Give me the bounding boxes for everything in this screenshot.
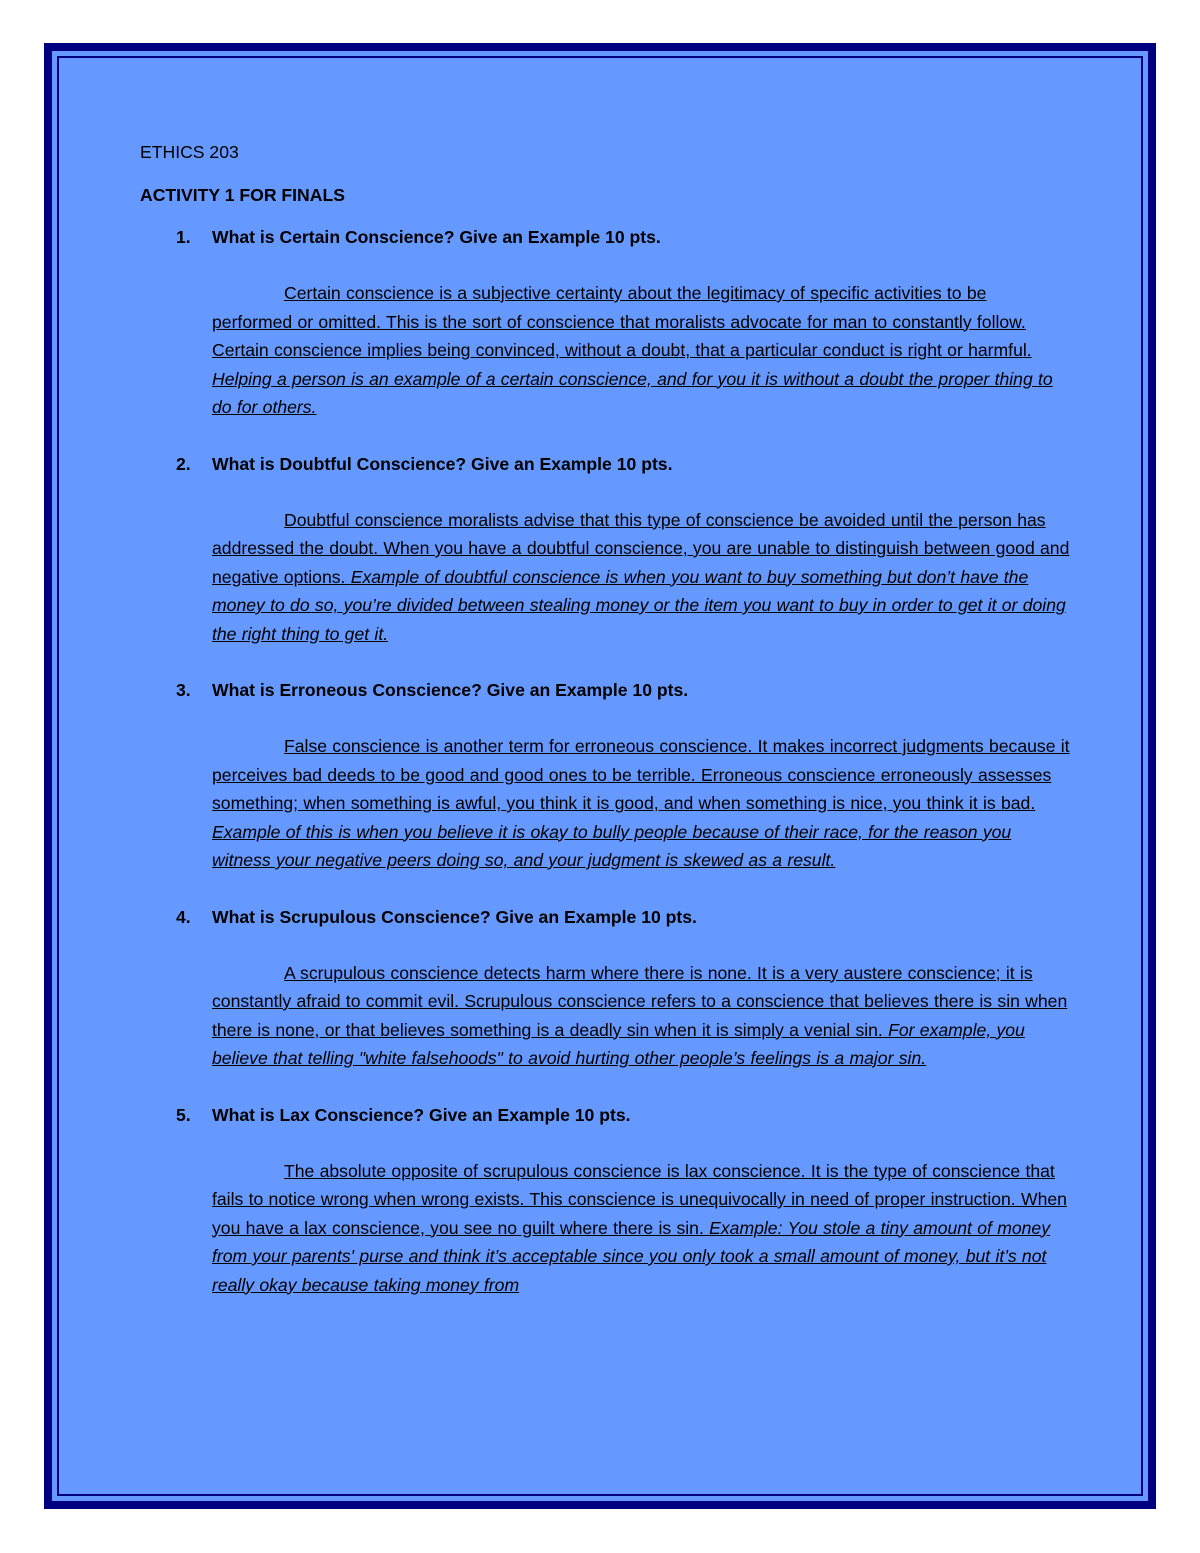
- question-number: 2.: [176, 453, 191, 474]
- activity-title: ACTIVITY 1 FOR FINALS: [140, 185, 345, 205]
- question-item: [140, 450, 1070, 649]
- answer-paragraph: [212, 732, 1070, 875]
- answer-example: Example of this is when you believe it is okay to bully people because of their race, for the reason you witness your negative peers doing so, and your judgment is skewed as a result.: [212, 821, 1012, 870]
- answer-paragraph: [212, 506, 1070, 649]
- answer-paragraph: [212, 959, 1070, 1073]
- question-item: [140, 903, 1070, 1073]
- question-heading: What is Scrupulous Conscience? Give an Example 10 pts.: [212, 906, 697, 927]
- question-list: [140, 223, 1070, 1299]
- answer-paragraph: [212, 1157, 1070, 1300]
- question-heading: What is Certain Conscience? Give an Example 10 pts.: [212, 227, 661, 247]
- document-body: [140, 138, 1070, 1327]
- question-heading: What is Lax Conscience? Give an Example 10 pts.: [212, 1104, 631, 1125]
- answer-text: A scrupulous conscience detects harm where there is none. It is a very austere conscience; it is constantly afraid to commit evil. Scrupulous conscience refers to a conscience that believes there is sin when there is none, or that believes something is a deadly sin when it is simply a venial sin.: [212, 962, 1068, 1040]
- question-item: [140, 676, 1070, 875]
- answer-text: Doubtful conscience moralists advise that this type of conscience be avoided until the person has addressed the doubt. When you have a doubtful conscience, you are unable to distinguish between good and negative options.: [212, 509, 1070, 587]
- answer-example: Example of doubtful conscience is when you want to buy something but don’t have the money to do so, you’re divided between stealing money or the item you want to buy in order to get it or doing the right thing to get it.: [212, 566, 1066, 644]
- question-heading: What is Doubtful Conscience? Give an Example 10 pts.: [212, 453, 673, 474]
- question-number: 4.: [176, 906, 191, 927]
- answer-paragraph: [212, 279, 1070, 422]
- answer-text: The absolute opposite of scrupulous conscience is lax conscience. It is the type of conscience that fails to notice wrong when wrong exists. This conscience is unequivocally in need of proper instruction. When you have a lax conscience, you see no guilt where there is sin.: [212, 1160, 1067, 1238]
- answer-text: False conscience is another term for erroneous conscience. It makes incorrect judgments because it perceives bad deeds to be good and good ones to be terrible. Erroneous conscience erroneously assesses something; when something is awful, you think it is good, and when something is nice, you think it is bad.: [212, 736, 1070, 813]
- course-title: ETHICS 203: [140, 142, 239, 162]
- answer-example: Example: You stole a tiny amount of money from your parents' purse and think it’s acceptable since you only took a small amount of money, but it’s not really okay because taking money from: [212, 1217, 1051, 1295]
- answer-text: Certain conscience is a subjective certainty about the legitimacy of specific activities to be performed or omitted. This is the sort of conscience that moralists advocate for man to constantly follow. Certain conscience implies being convinced, without a doubt, that a particular conduct is right or harmful.: [212, 283, 1032, 360]
- question-number: 3.: [176, 680, 191, 700]
- answer-example: For example, you believe that telling "white falsehoods" to avoid hurting other people’s feelings is a major sin.: [212, 1019, 1025, 1068]
- question-heading: What is Erroneous Conscience? Give an Example 10 pts.: [212, 680, 689, 700]
- question-number: 1.: [176, 227, 191, 247]
- question-number: 5.: [176, 1104, 191, 1125]
- question-item: [140, 1101, 1070, 1300]
- answer-example: Helping a person is an example of a certain conscience, and for you it is without a doubt the proper thing to do for others.: [212, 368, 1053, 417]
- question-item: [140, 223, 1070, 422]
